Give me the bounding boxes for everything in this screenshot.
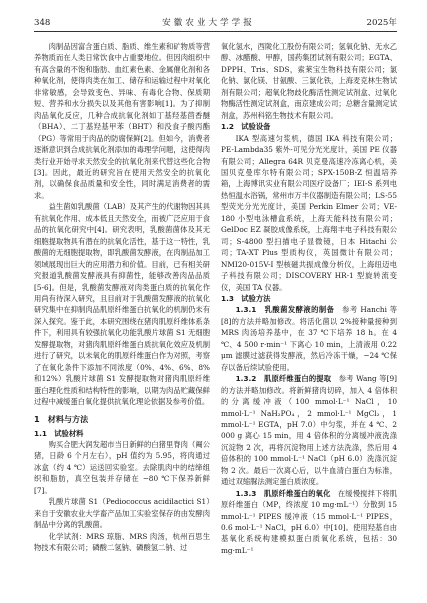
equipment-paragraph: IKA 型高速匀浆机，德国 IKA 科技有限公司；PE-Lambda35 紫外-可见分光光度计，美国 PE 仪器有限公司；Allegra 64R 贝克曼高速冷冻离心机，美国贝克曼库尔特有限公司；SPX-150B-Z 恒温培养箱，上海博讯实业有限公司医疗设备厂；IEI-S 系列电热恒温水浴锅，常州市万丰仪器制造有限公司；LS-55 型荧光分光光度计，美国 Perkin Elmer 公司；VE-180 小型电泳槽盒系统，上海天能科技有限公司；GelDoc EZ 凝胶成像系统，上海翔丰电子科技有限公司；S-4800 型扫描电子显微镜，日本 Hitachi 公司；TA-XT Plus 型质构仪，英国微计有限公司；NMI20-015V-I 型核磁共振成像分析仪，上海纽迈电子科技有限公司；DISCOVERY HR-1 型旋转流变仪，美国 TA 仪器。 — [221, 133, 397, 292]
method-1-3-2 — [221, 373, 397, 488]
method-1-3-2-title: 1.3.2 肌原纤维蛋白的提取 — [235, 374, 332, 384]
intro-paragraph-2: 益生菌如乳酸菌（LAB）及其产生的代谢物因其具有抗氧化作用、成本低且天然安全，而被广泛应用于食品的抗氧化研究中[4]。研究表明，乳酸菌菌体及其无细胞提取物具有潜在的抗氧化活性，基于这一特性，乳酸菌的无细胞提取物，即乳酸菌发酵液，在肉制品加工领域展现出巨大的应用潜力和价值。目前，已有相关研究报道乳酸菌发酵液具有抑菌性，能够改善肉品品质[5-6]。但是，乳酸菌发酵液对肉类蛋白质的抗氧化作用尚有待深入研究，且目前对于乳酸菌发酵液的抗氧化研究集中在抑制肉品肌原纤维蛋白抗氧化的机制仍未有深入探究。鉴于此，本研究围绕在猪肉肌原纤维体系条件下，利用具有较强抗氧化功能乳酸片球菌 S1 无细胞发酵提取物，对猪肉肌原纤维蛋白质抗氧化效应及机制进行了研究，以未氧化的肌原纤维蛋白作为对照，考察了在氧化条件下添加不同浓度（0%、4%、6%、8%和12%）乳酸片球菌 S1 发酵提取物对猪肉肌原纤维蛋白理化性质和结构特性的影响，以期为肉品贮藏保鲜过程中减缓蛋白氧化提供抗氧化理论依据及参考价值。 — [34, 202, 211, 407]
section-1-heading: 1 材料与方法 — [34, 413, 89, 424]
section-1-2-heading: 1.2 试验设备 — [221, 122, 271, 132]
method-1-3-1-text: 参考 Hanchi 等[8]的方法并略加修改。将活化菌以 2%接种量接种到 MRS 肉汤培养基中，在 37 ℃下培养 18 h。在 4 ℃、4 500 r·min⁻¹ 下离心 10 min，上清液用 0.22 μm 滤膜过滤获得发酵液，然后冷冻干燥，−24 ℃保存以备后续试验使用。 — [221, 305, 398, 372]
publication-year: 2025年 — [366, 18, 397, 28]
intro-paragraph-1: 肉制品因富含蛋白质、脂质、维生素和矿物质等营养物质而在人类日常饮食中占重要地位。但因肉组织中有高含量的不饱和脂肪、血红素色素、金属催化剂和各种氧化剂，使得肉类在加工、储存和运输过程中对氧化非常敏感，会导致变色、异味、有毒化合物、保质期短、营养和水分损失以及其他有害影响[1]。为了抑制肉品氧化反应，几种合成抗氧化剂如丁基羟基茴香醚（BHA）、二丁基羟基甲苯（BHT）和没食子酸丙酯（PG）等常用于肉品的防腐保鲜[2]。但如今，消费者逐渐意识到合成抗氧化剂添加的毒理学问题，这使得肉类行业开始寻求天然安全的抗氧化剂来代替这些化合物[3]。因此，最近的研究旨在使用天然安全的抗氧化剂，以确保食品质量和安全性，同时满足消费者的需求。 — [34, 42, 210, 200]
materials-paragraph-3: 化学试剂：MRS 琼脂、MRS 肉汤，杭州百思生物技术有限公司；磷酸二氢钠、磷酸氢二钠、过 — [34, 531, 210, 553]
left-column — [34, 41, 210, 553]
reagents-paragraph: 氧化氢水，西陇化工股份有限公司；氢氧化钠、无水乙醇、冰醋酸、甲醇，国药集团试剂有限公司；EGTA、DPPH、Tris、SDS，索莱宝生物科技有限公司；氯化钠、氯化镁、甘氨酸、三氯化铁，上海麦克林生物试剂有限公司；超氧化物歧化酶活性测定试剂盒、过氧化物酶活性测定试剂盒，南京建成公司；总糖含量测定试剂盒，苏州科铭生物技术有限公司。 — [221, 42, 397, 120]
right-column — [221, 41, 397, 556]
method-1-3-3-text: 在缓慢搅拌下将肌原纤维蛋白（MP，终浓度 10 mg·mL⁻¹）分散到 15 mmol·L⁻¹ PIPES 缓冲液（15 mmol·L⁻¹ PIPES，0.6 mol·L⁻¹ NaCl，pH 6.0）中[10]。使用羟基自由基氧化系统构建模拟蛋白质氧化系统，包括：30 mg·mL⁻¹ — [221, 488, 398, 555]
method-1-3-3-title: 1.3.3 肌原纤维蛋白的氧化 — [235, 488, 331, 498]
method-1-3-3 — [221, 488, 397, 557]
running-header — [34, 15, 397, 32]
section-1-3-heading: 1.3 试验方法 — [221, 293, 271, 303]
materials-paragraph-2: 乳酸片球菌 S1（Pediococcus acidilactici S1）来自于安徽农业大学畜产品加工实验室保存的由发酵肉制品中分离的乳酸菌。 — [34, 497, 210, 530]
materials-paragraph-1: 购买合肥大润发超市当日新鲜的白猪里脊肉（阉公猪，日龄 6 个月左右），pH 值约为 5.95，将肉通过冰盒（约 4 ℃）运送回实验室。去除肌肉中的结缔组织和脂肪，真空包装并存储在 −80 ℃下保养新鲜[7]。 — [34, 439, 210, 495]
page-number: 348 — [34, 18, 51, 28]
section-1-1-heading: 1.1 试验材料 — [34, 428, 84, 438]
journal-name: 安徽农业大学学报 — [162, 18, 255, 28]
method-1-3-2-text: 参考 Wang 等[9]的方法并略加修改。将新鲜猪肉切碎，加入 4 倍体积的分离缓冲液（100 mmol·L⁻¹ NaCl，10 mmol·L⁻¹ NaH₂PO₄，2 mmol·L⁻¹ MgCl₂，1 mmol·L⁻¹ EGTA，pH 7.0）中匀浆，并在 4 ℃、2 000 g 离心 15 min，用 4 倍体积的分离缓冲液洗涤沉淀物 2 次，再将沉淀物用上述方法洗涤，然后用 4 倍体积的 100 mmol·L⁻¹ NaCl（pH 6.0）洗涤沉淀物 2 次。最后一次离心后，以牛血清白蛋白为标准，通过双缩脲法测定蛋白质浓度。 — [221, 374, 397, 487]
method-1-3-1-title: 1.3.1 乳酸菌发酵液的制备 — [235, 305, 335, 315]
method-1-3-1 — [221, 304, 397, 373]
